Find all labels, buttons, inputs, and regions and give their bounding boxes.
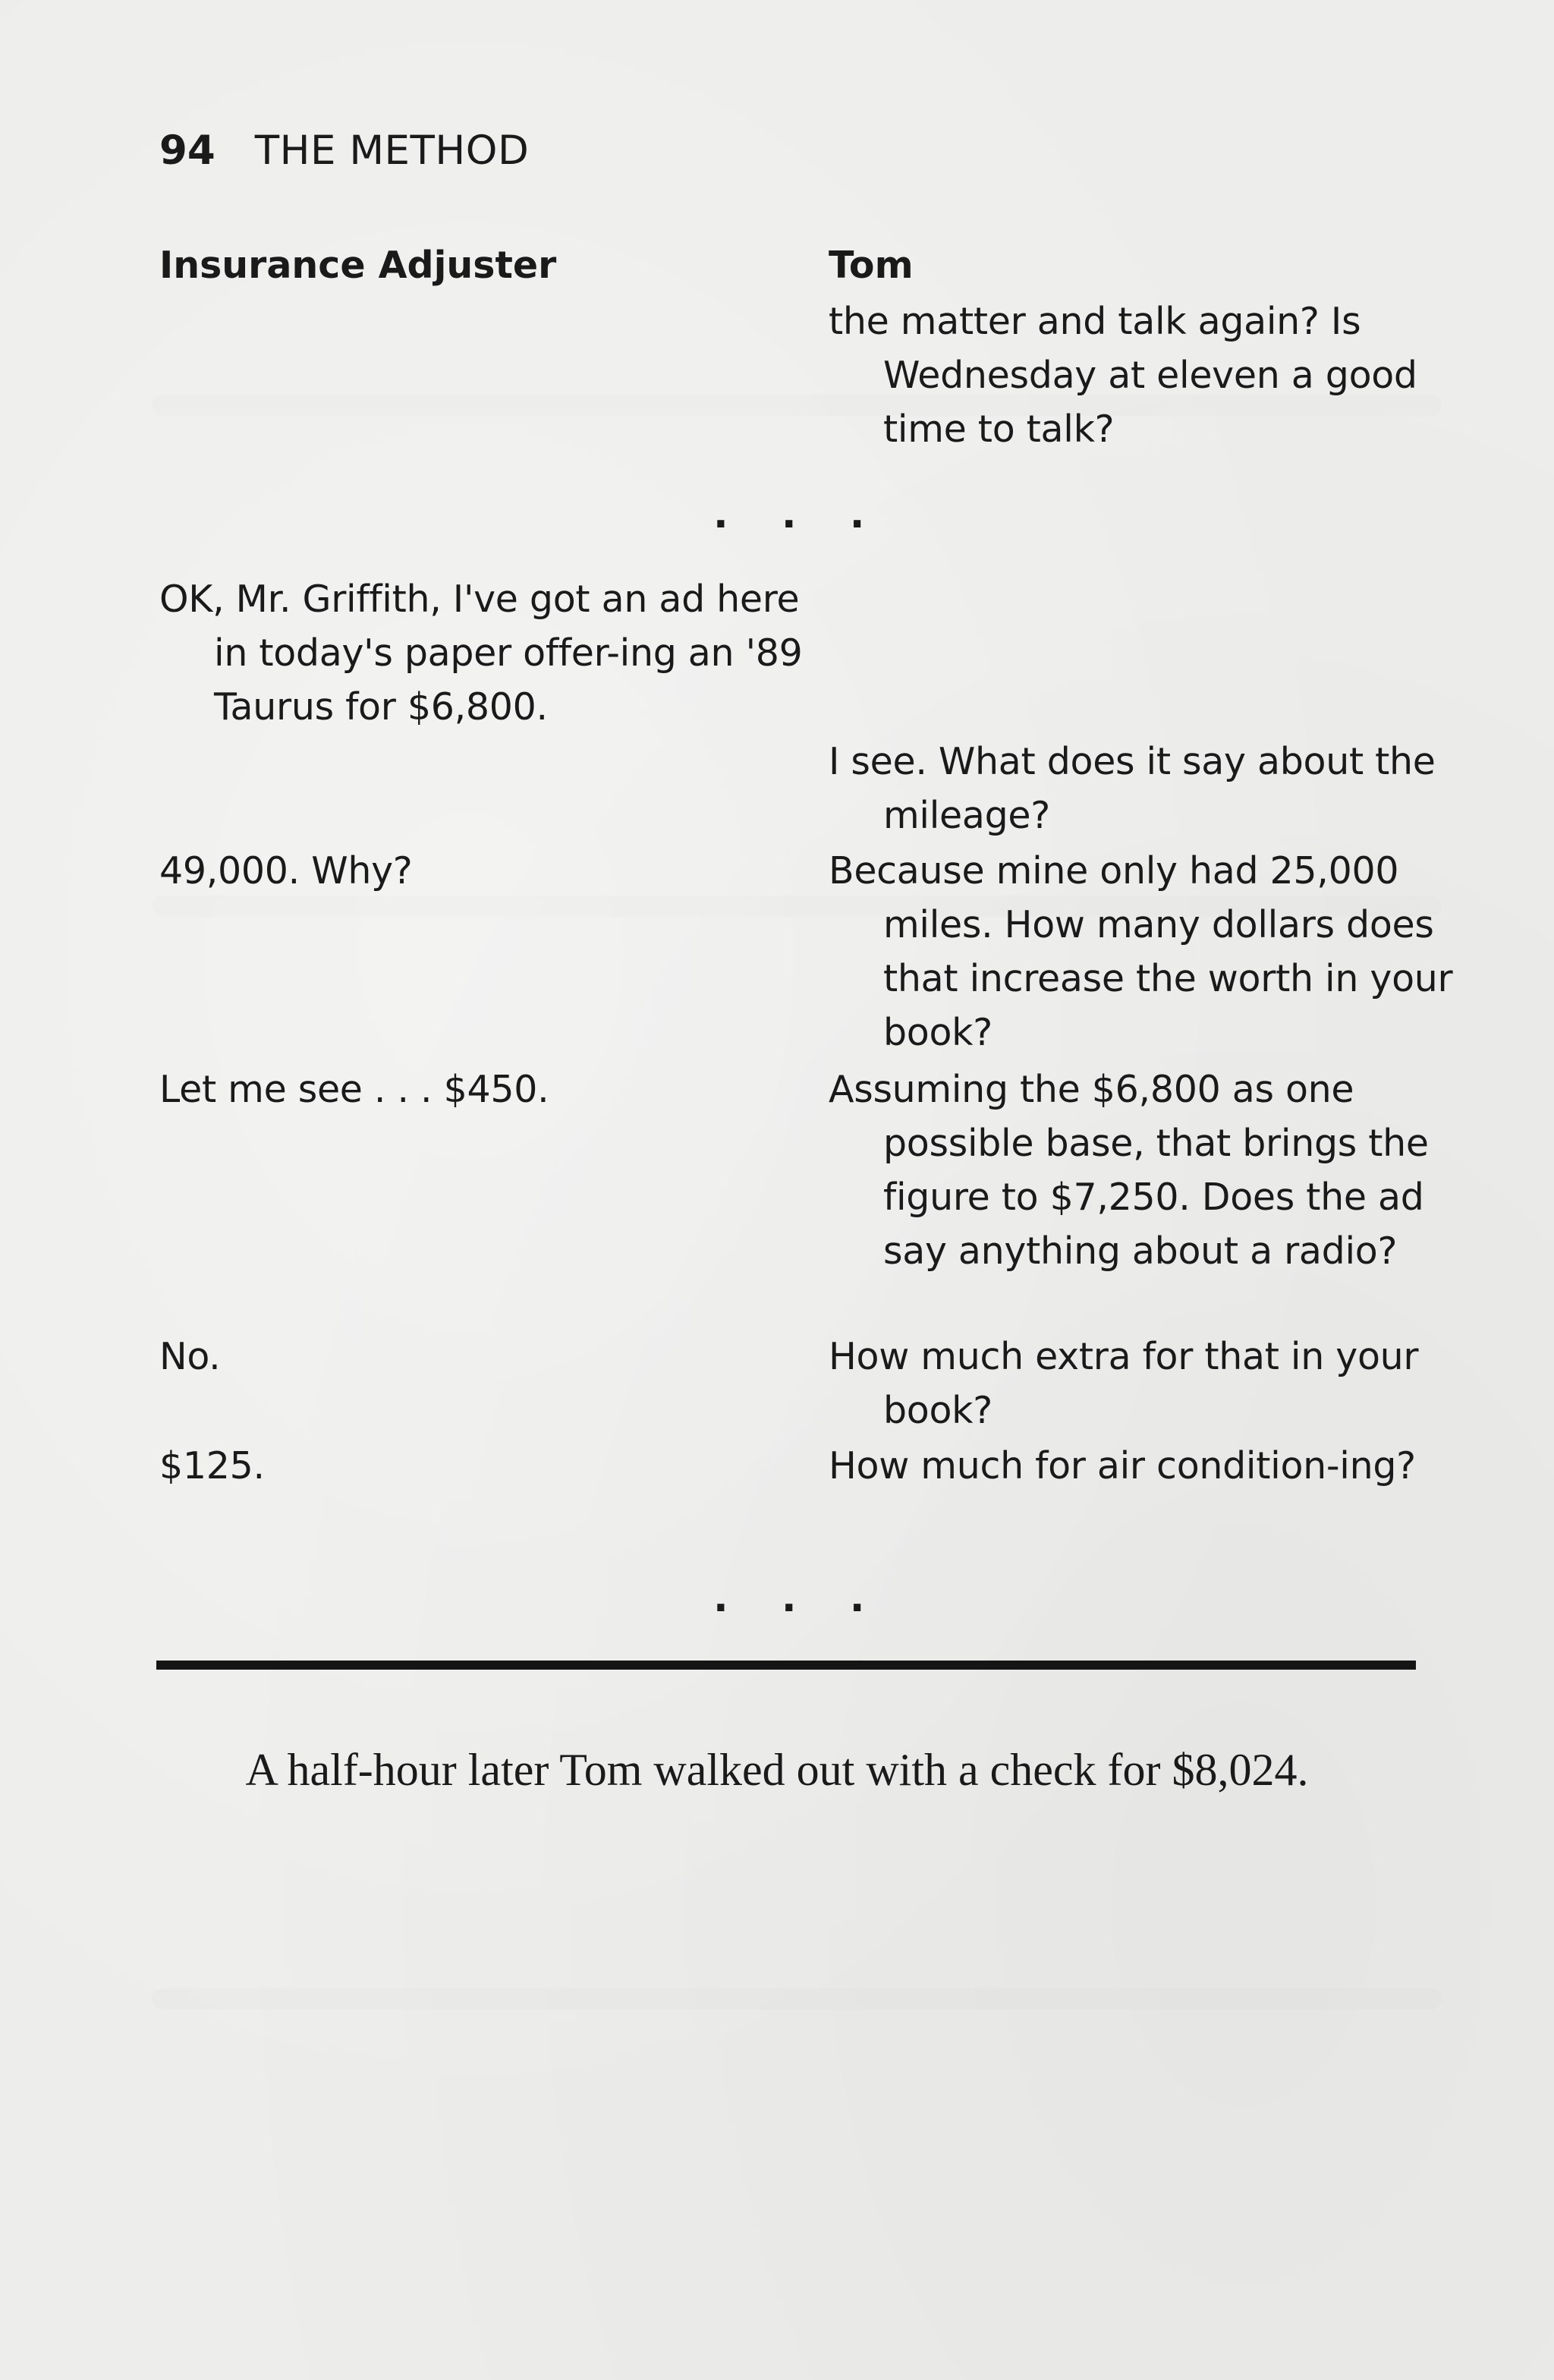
tom-line-4: Assuming the $6,800 as one possible base, that brings the figure to $7,250. Does the ad say anything about a radio? (829, 1068, 1429, 1273)
adjuster-line-4: No. (159, 1335, 221, 1378)
adjuster-line-1: OK, Mr. Griffith, I've got an ad here in today's paper offer-ing an '89 Taurus for $6,800. (159, 578, 803, 729)
tom-line-2: I see. What does it say about the mileage? (829, 740, 1436, 837)
tom-line-6: How much for air condition-ing? (829, 1444, 1416, 1488)
page-header (159, 128, 530, 174)
tom-line-3: Because mine only had 25,000 miles. How many dollars does that increase the worth in your book? (829, 849, 1453, 1054)
adjuster-line-3: Let me see . . . $450. (159, 1068, 549, 1111)
closing-sentence: A half-hour later Tom walked out with a check for $8,024. (245, 1745, 1309, 1795)
tom-line-5: How much extra for that in your book? (829, 1335, 1419, 1432)
ellipsis-break: . . . (713, 1576, 885, 1621)
running-head: THE METHOD (254, 128, 530, 174)
adjuster-line-2: 49,000. Why? (159, 849, 413, 892)
column-heading-adjuster: Insurance Adjuster (159, 244, 557, 287)
tom-line-1: the matter and talk again? Is Wednesday at eleven a good time to talk? (829, 300, 1417, 451)
adjuster-line-5: $125. (159, 1444, 265, 1488)
show-through-texture (152, 1988, 1442, 2010)
page-number: 94 (159, 128, 215, 174)
section-divider-rule (156, 1661, 1416, 1670)
column-heading-tom: Tom (829, 244, 914, 287)
ellipsis-break: . . . (713, 492, 885, 537)
